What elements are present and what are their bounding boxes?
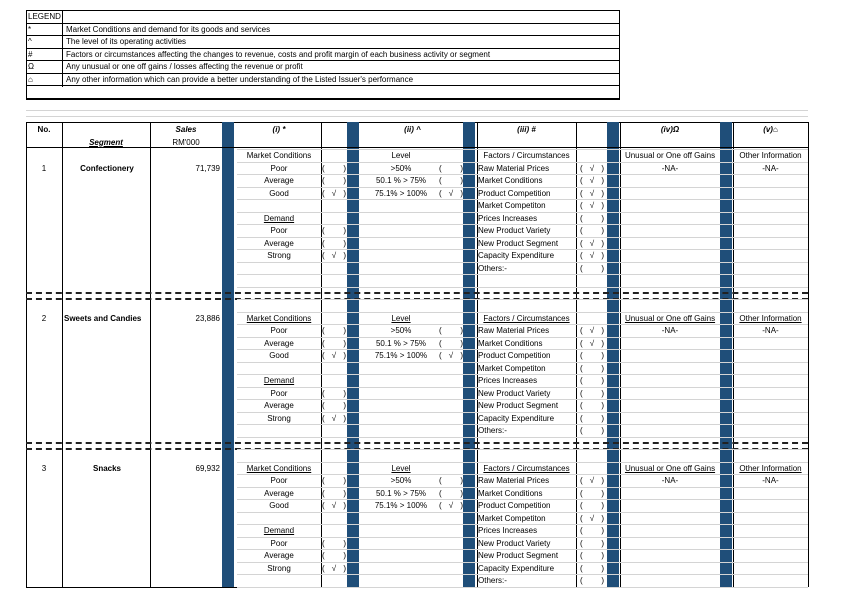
unusual-gains-label: Unusual or One off Gains <box>624 151 716 160</box>
factor-item-label: New Product Segment <box>478 401 559 410</box>
grid-line <box>26 116 808 117</box>
header-col-ii: (ii) ^ <box>404 125 421 134</box>
check-mark-icon: √ <box>448 351 454 360</box>
segment-sales: 23,886 <box>195 313 220 323</box>
level-option-label: 75.1% > 100% <box>374 351 428 360</box>
segment-number: 1 <box>41 163 47 173</box>
factor-item-label: Product Competition <box>478 501 551 510</box>
factor-item-label: Prices Increases <box>478 376 538 385</box>
unusual-gains-value: -NA- <box>661 163 679 173</box>
factor-item-label: Capacity Expenditure <box>478 563 555 573</box>
check-mark-icon: √ <box>331 188 337 198</box>
factor-item-label: Market Conditions <box>478 338 543 348</box>
factor-item-label: Capacity Expenditure <box>478 413 555 423</box>
factor-item-checkbox[interactable]: ( ) √ <box>580 513 604 523</box>
level-label: Level <box>391 313 411 323</box>
factor-item-checkbox[interactable]: ( ) <box>580 351 604 360</box>
factor-item-checkbox[interactable]: ( ) √ <box>580 476 604 485</box>
legend-text: Any other information which can provide a better understanding of the Listed Issuer's performance <box>66 74 414 84</box>
legend-title: LEGEND <box>28 12 61 21</box>
factor-item-checkbox[interactable]: ( ) <box>580 263 604 273</box>
factor-item-checkbox[interactable]: ( ) <box>580 376 604 385</box>
check-mark-icon: √ <box>331 351 337 360</box>
check-mark-icon: √ <box>589 163 595 173</box>
factor-item-checkbox[interactable]: ( ) <box>580 551 604 560</box>
column-border <box>62 122 63 587</box>
grid-line <box>26 122 808 123</box>
level-option-checkbox[interactable]: ( ) <box>439 326 463 335</box>
factor-item-label: Others:- <box>478 263 507 273</box>
market-option-label: Average <box>264 176 294 185</box>
level-option-label: 75.1% > 100% <box>374 188 428 198</box>
check-mark-icon: √ <box>589 326 595 335</box>
segment-divider <box>26 292 808 294</box>
column-separator <box>607 122 619 587</box>
market-option-label: Average <box>264 338 294 348</box>
level-option-label: >50% <box>390 326 412 335</box>
factor-item-label: Market Conditions <box>478 176 543 185</box>
factor-item-checkbox[interactable]: ( ) <box>580 213 604 223</box>
market-option-label: Good <box>269 188 289 198</box>
grid-line <box>237 287 808 288</box>
header-col-iii: (iii) # <box>517 125 536 134</box>
factor-item-label: New Product Segment <box>478 551 559 560</box>
unusual-gains-value: -NA- <box>661 476 679 485</box>
factors-label: Factors / Circumstances <box>483 463 570 473</box>
factor-item-checkbox[interactable]: ( ) <box>580 388 604 398</box>
demand-option-checkbox[interactable]: ( ) <box>322 401 346 410</box>
check-mark-icon: √ <box>589 513 595 523</box>
legend-text: Factors or circumstances affecting the changes to revenue, costs and profit margin of each business activity or segment <box>66 49 491 59</box>
grid-line <box>237 449 808 450</box>
segment-name: Sweets and Candies <box>64 313 142 323</box>
demand-option-label: Strong <box>267 413 291 423</box>
header-col-v: (v)⌂ <box>763 125 778 134</box>
factor-item-checkbox[interactable]: ( ) <box>580 526 604 535</box>
level-label: Level <box>391 463 411 473</box>
factor-item-label: New Product Segment <box>478 238 559 248</box>
factor-item-checkbox[interactable]: ( ) <box>580 413 604 423</box>
factor-item-checkbox[interactable]: ( ) √ <box>580 176 604 185</box>
demand-option-checkbox[interactable]: ( ) √ <box>322 251 346 260</box>
factor-item-label: Product Competition <box>478 188 551 198</box>
market-option-checkbox[interactable]: ( ) √ <box>322 188 346 198</box>
demand-option-label: Strong <box>267 251 291 260</box>
grid-line <box>26 147 808 148</box>
demand-label: Demand <box>263 526 295 535</box>
grid-line <box>237 437 808 438</box>
check-mark-icon: √ <box>589 476 595 485</box>
factor-item-label: Others:- <box>478 426 507 435</box>
demand-option-label: Average <box>264 551 294 560</box>
demand-option-checkbox[interactable]: ( ) <box>322 551 346 560</box>
demand-option-checkbox[interactable]: ( ) <box>322 226 346 235</box>
column-separator <box>222 122 234 587</box>
demand-label: Demand <box>263 376 295 385</box>
level-option-label: 50.1 % > 75% <box>375 176 427 185</box>
grid-line <box>26 85 620 86</box>
unusual-gains-label: Unusual or One off Gains <box>624 463 716 473</box>
level-option-checkbox[interactable]: ( ) <box>439 163 463 173</box>
market-option-label: Good <box>269 501 289 510</box>
demand-option-label: Strong <box>267 563 291 573</box>
market-option-label: Good <box>269 351 289 360</box>
column-border <box>733 122 734 587</box>
legend-text: Market Conditions and demand for its goods and services <box>66 24 271 34</box>
legend-symbol: # <box>28 49 33 59</box>
segment-number: 2 <box>41 313 47 323</box>
market-option-checkbox[interactable]: ( ) √ <box>322 351 346 360</box>
level-option-checkbox[interactable]: ( ) <box>439 176 463 185</box>
legend-text: The level of its operating activities <box>66 37 187 46</box>
legend-symbol: Ω <box>28 62 34 71</box>
market-option-label: Poor <box>270 326 288 335</box>
check-mark-icon: √ <box>589 201 595 210</box>
market-option-checkbox[interactable]: ( ) <box>322 163 346 173</box>
demand-label: Demand <box>263 213 295 223</box>
check-mark-icon: √ <box>331 413 337 423</box>
market-conditions-label: Market Conditions <box>246 463 312 473</box>
factor-item-checkbox[interactable]: ( ) √ <box>580 338 604 348</box>
level-option-checkbox[interactable]: ( ) √ <box>439 188 463 198</box>
factor-item-label: Raw Material Prices <box>478 163 550 173</box>
factors-label: Factors / Circumstances <box>483 151 570 160</box>
grid-line <box>237 299 808 300</box>
factor-item-label: New Product Variety <box>478 538 551 548</box>
check-mark-icon: √ <box>589 176 595 185</box>
factor-item-checkbox[interactable]: ( ) <box>580 363 604 373</box>
header-col-iv: (iv)Ω <box>660 125 680 134</box>
check-mark-icon: √ <box>331 251 337 260</box>
factor-item-label: New Product Variety <box>478 388 551 398</box>
factor-item-checkbox[interactable]: ( ) <box>580 576 604 585</box>
factor-item-checkbox[interactable]: ( ) <box>580 501 604 510</box>
check-mark-icon: √ <box>589 188 595 198</box>
grid-line <box>26 98 620 99</box>
market-option-label: Poor <box>270 163 288 173</box>
factor-item-label: Market Competiton <box>478 201 546 210</box>
factor-item-label: New Product Variety <box>478 226 551 235</box>
other-info-label: Other Information <box>739 313 802 323</box>
market-option-checkbox[interactable]: ( ) <box>322 338 346 348</box>
factor-item-label: Market Competiton <box>478 513 546 523</box>
column-border <box>620 122 621 587</box>
header-col-i: (i) * <box>272 125 286 134</box>
demand-option-checkbox[interactable]: ( ) √ <box>322 413 346 423</box>
unusual-gains-label: Unusual or One off Gains <box>624 313 716 323</box>
check-mark-icon: √ <box>589 338 595 348</box>
factor-item-checkbox[interactable]: ( ) <box>580 488 604 498</box>
factor-item-label: Others:- <box>478 576 507 585</box>
factor-item-checkbox[interactable]: ( ) √ <box>580 201 604 210</box>
demand-option-label: Average <box>264 238 294 248</box>
level-option-label: >50% <box>390 476 412 485</box>
column-border <box>808 122 809 587</box>
demand-option-checkbox[interactable]: ( ) <box>322 388 346 398</box>
factor-item-checkbox[interactable]: ( ) √ <box>580 326 604 335</box>
grid-line <box>237 274 808 275</box>
factor-item-checkbox[interactable]: ( ) √ <box>580 238 604 248</box>
column-border <box>576 122 577 587</box>
factor-item-label: Capacity Expenditure <box>478 251 555 260</box>
header-currency: RM'000 <box>172 137 200 147</box>
column-separator <box>720 122 732 587</box>
level-option-checkbox[interactable]: ( ) √ <box>439 351 463 360</box>
factor-item-checkbox[interactable]: ( ) <box>580 401 604 410</box>
grid-line <box>237 587 808 588</box>
legend-symbol: ⌂ <box>28 74 33 84</box>
grid-line <box>26 110 808 111</box>
factor-item-checkbox[interactable]: ( ) <box>580 563 604 573</box>
legend-symbol: ^ <box>28 37 32 46</box>
market-option-label: Average <box>264 488 294 498</box>
segment-name: Snacks <box>92 463 122 473</box>
demand-option-checkbox[interactable]: ( ) <box>322 238 346 248</box>
market-option-checkbox[interactable]: ( ) <box>322 176 346 185</box>
segment-sales: 71,739 <box>195 163 220 173</box>
market-option-checkbox[interactable]: ( ) <box>322 488 346 498</box>
column-border <box>150 122 151 587</box>
factor-item-label: Market Competiton <box>478 363 546 373</box>
demand-option-label: Poor <box>270 388 288 398</box>
legend-symbol: * <box>28 24 32 34</box>
level-option-checkbox[interactable]: ( ) <box>439 338 463 348</box>
check-mark-icon: √ <box>448 501 454 510</box>
market-conditions-label: Market Conditions <box>246 313 312 323</box>
demand-option-checkbox[interactable]: ( ) <box>322 538 346 548</box>
demand-option-label: Poor <box>270 226 288 235</box>
factor-item-checkbox[interactable]: ( ) √ <box>580 188 604 198</box>
segment-number: 3 <box>41 463 47 473</box>
header-segment: Segment <box>89 137 123 147</box>
check-mark-icon: √ <box>331 563 337 573</box>
level-option-label: >50% <box>390 163 412 173</box>
segment-divider <box>26 442 808 444</box>
header-no: No. <box>37 125 51 134</box>
column-border <box>26 122 27 587</box>
level-option-label: 50.1 % > 75% <box>375 488 427 498</box>
other-info-value: -NA- <box>762 326 779 335</box>
check-mark-icon: √ <box>331 501 337 510</box>
check-mark-icon: √ <box>589 238 595 248</box>
other-info-label: Other Information <box>739 463 802 473</box>
header-sales: Sales <box>175 125 197 134</box>
factors-label: Factors / Circumstances <box>483 313 570 323</box>
factor-item-checkbox[interactable]: ( ) √ <box>580 251 604 260</box>
level-option-checkbox[interactable]: ( ) <box>439 476 463 485</box>
factor-item-label: Market Conditions <box>478 488 543 498</box>
check-mark-icon: √ <box>448 188 454 198</box>
check-mark-icon: √ <box>589 251 595 260</box>
market-option-checkbox[interactable]: ( ) √ <box>322 501 346 510</box>
level-label: Level <box>391 151 411 160</box>
level-option-label: 75.1% > 100% <box>374 501 428 510</box>
other-info-value: -NA- <box>762 163 779 173</box>
factor-item-checkbox[interactable]: ( ) <box>580 538 604 548</box>
column-separator <box>463 122 475 587</box>
factor-item-label: Raw Material Prices <box>478 326 550 335</box>
factor-item-label: Prices Increases <box>478 213 538 223</box>
unusual-gains-value: -NA- <box>661 326 679 335</box>
market-option-checkbox[interactable]: ( ) <box>322 326 346 335</box>
factor-item-label: Prices Increases <box>478 526 538 535</box>
factor-item-checkbox[interactable]: ( ) <box>580 226 604 235</box>
market-option-label: Poor <box>270 476 288 485</box>
factor-item-label: Product Competition <box>478 351 551 360</box>
demand-option-label: Average <box>264 401 294 410</box>
demand-option-checkbox[interactable]: ( ) √ <box>322 563 346 573</box>
level-option-checkbox[interactable]: ( ) √ <box>439 501 463 510</box>
factor-item-label: Raw Material Prices <box>478 476 550 485</box>
demand-option-label: Poor <box>270 538 288 548</box>
level-option-checkbox[interactable]: ( ) <box>439 488 463 498</box>
segment-name: Confectionery <box>80 163 134 173</box>
column-separator <box>347 122 359 587</box>
market-conditions-label: Market Conditions <box>246 151 312 160</box>
segment-sales: 69,932 <box>195 463 220 473</box>
factor-item-checkbox[interactable]: ( ) <box>580 426 604 435</box>
market-option-checkbox[interactable]: ( ) <box>322 476 346 485</box>
level-option-label: 50.1 % > 75% <box>375 338 427 348</box>
other-info-value: -NA- <box>762 476 779 485</box>
other-info-label: Other Information <box>739 151 802 160</box>
factor-item-checkbox[interactable]: ( ) √ <box>580 163 604 173</box>
legend-text: Any unusual or one off gains / losses affecting the revenue or profit <box>66 62 303 71</box>
